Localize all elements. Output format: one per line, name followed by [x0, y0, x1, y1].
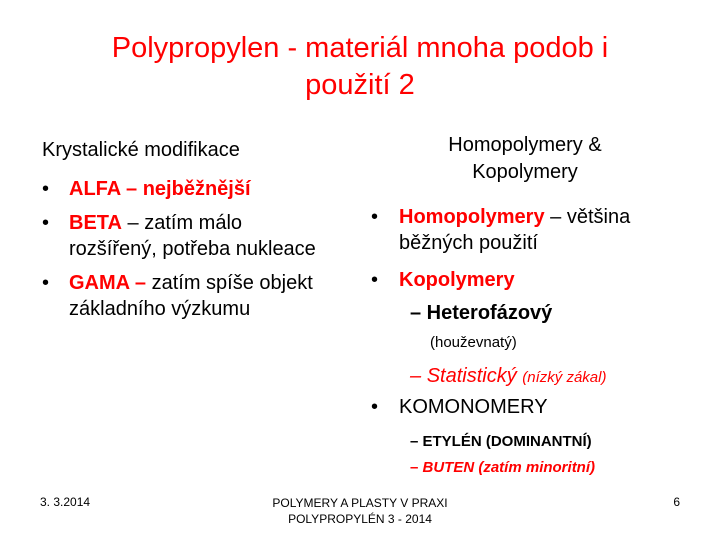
bullet-alfa: [42, 176, 332, 202]
page-number: 6: [673, 495, 680, 509]
bullet-gama: [42, 270, 332, 322]
left-bullet-list: [42, 176, 332, 330]
title-line-1: Polypropylen - materiál mnoha podob i: [111, 32, 609, 64]
bullet-homopolymery: [371, 204, 691, 256]
footer-center-line-2: POLYPROPYLÉN 3 - 2014: [288, 512, 432, 526]
right-heading-line-1: Homopolymery &: [448, 134, 602, 156]
bullet-dot: •: [42, 212, 50, 234]
komono-name: KOMONOMERY: [399, 396, 548, 418]
bullet-beta-name: BETA: [69, 212, 122, 234]
bullet-gama-text: zatím spíše objekt základního výzkumu: [69, 272, 313, 320]
homo-rest-1: – většina: [544, 206, 631, 228]
etylen: – ETYLÉN (DOMINANTNÍ): [410, 433, 592, 450]
buten-line: [410, 455, 595, 481]
bullet-dot: •: [42, 272, 50, 294]
footer-center-line-1: POLYMERY A PLASTY V PRAXI: [272, 496, 448, 510]
bullet-dot: •: [371, 396, 379, 418]
bullet-dot: •: [42, 178, 50, 200]
bullet-gama-name: GAMA –: [69, 272, 147, 294]
heterofazovy: – Heterofázový: [410, 302, 553, 324]
right-heading: [405, 132, 645, 186]
stat-dash: –: [410, 365, 427, 387]
hetero-note: (houževnatý): [430, 334, 517, 351]
buten-dash: –: [410, 459, 423, 476]
bullet-kopolymery: [371, 267, 515, 293]
stat-name: Statistický: [426, 365, 517, 387]
bullet-dot: •: [371, 206, 379, 228]
bullet-beta: [42, 210, 332, 262]
homo-rest-2: běžných použití: [399, 232, 538, 254]
stat-note: (nízký zákal): [522, 369, 607, 386]
buten-name: BUTEN (zatím minoritní): [422, 459, 596, 476]
slide-title: [0, 30, 720, 104]
bullet-komonomery: [371, 394, 548, 420]
footer-center: [230, 495, 490, 527]
statisticky-line: [410, 363, 606, 391]
left-heading: Krystalické modifikace: [42, 139, 240, 161]
kopo-name: Kopolymery: [399, 269, 515, 291]
right-heading-line-2: Kopolymery: [472, 161, 578, 183]
homo-name: Homopolymery: [399, 206, 545, 228]
title-line-2: použití 2: [305, 69, 415, 101]
bullet-alfa-name: ALFA – nejběžnější: [69, 178, 251, 200]
footer-date: 3. 3.2014: [40, 495, 91, 509]
bullet-beta-text: – zatím málo rozšířený, potřeba nukleace: [69, 212, 316, 260]
bullet-dot: •: [371, 269, 379, 291]
